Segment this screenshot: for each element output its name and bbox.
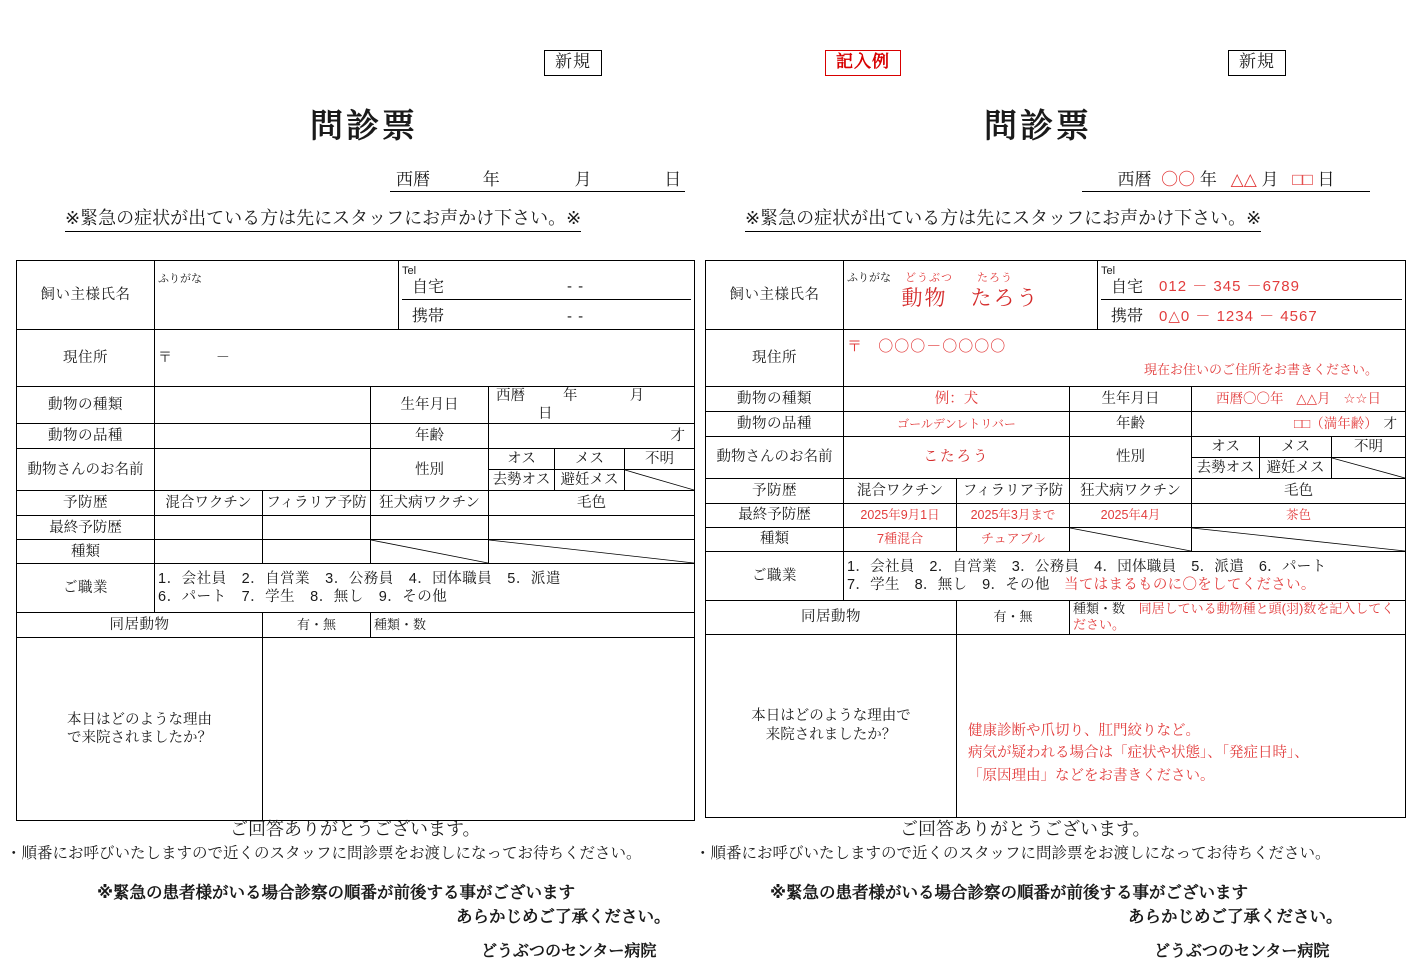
prevention-col-2-right: 狂犬病ワクチン [1070,479,1192,504]
occupation-line2-right [847,576,1402,594]
age-number-right: □□（満年齢） [1293,415,1378,431]
prevention-col-1-left: フィラリア予防 [263,491,371,516]
birth-value-right[interactable] [1192,387,1406,412]
table-row-reason [17,638,695,821]
age-value-left[interactable] [489,424,695,449]
postal-mark-right: 〒 [847,337,863,355]
date-line-left [390,165,685,192]
form-table-left [16,260,695,821]
table-row-owner [706,261,1406,306]
example-form-panel [695,0,1421,969]
furigana-label-right: ふりがな [847,272,891,285]
species-value-right[interactable]: 例：犬 [844,387,1070,412]
occupation-line2-left [158,588,691,606]
prevention-type-2-strike-left [371,540,489,564]
table-row-petname [706,437,1406,458]
pet-name-value-right[interactable]: こたろう [844,437,1070,479]
date-year-value-right: 〇〇 [1161,170,1196,189]
table-row-prevention-head [706,479,1406,504]
prevention-last-2-left[interactable] [371,516,489,540]
cohabit-label-left: 同居動物 [17,613,263,638]
prevention-last-0-left[interactable] [155,516,263,540]
address-hint-right: 現在お住いのご住所をお書きください。 [1144,362,1379,378]
sex-unknown-left[interactable]: 不明 [625,449,695,470]
reason-value-right[interactable] [957,634,1406,817]
tel-cell-right[interactable] [1098,261,1406,306]
date-era-right: 西暦 [1117,170,1152,189]
table-row-address [17,330,695,387]
date-day-left: 日 [664,170,682,189]
prevention-col-0-right: 混合ワクチン [844,479,957,504]
table-row-prevention-type [706,528,1406,552]
species-value-left[interactable] [155,387,371,424]
pet-name-label-right: 動物さんのお名前 [706,437,844,479]
address-label-left: 現住所 [17,330,155,387]
footer-emergency2-right: あらかじめご了承ください。 [1128,908,1343,926]
birth-era-right: 西暦〇〇年 [1216,390,1284,406]
occupation-line2-text-left: 6．パート 7．学生 8．無し 9．その他 [158,589,448,606]
prevention-type-1-left[interactable] [263,540,371,564]
age-label-left: 年齢 [371,424,489,449]
owner-name-cell[interactable] [844,261,1098,330]
table-row-cohabit [17,613,695,638]
address-cell-left[interactable] [155,330,695,387]
breed-value-right[interactable]: ゴールデンレトリバー [844,412,1070,437]
occupation-line1-right: 1．会社員 2．自営業 3．公務員 4．団体職員 5．派遣 6．パート [847,558,1327,575]
owner-name-label: 飼い主様氏名 [17,261,155,330]
age-label-right: 年齢 [1070,412,1192,437]
cohabit-yesno-left[interactable]: 有・無 [263,613,371,638]
occupation-label-left: ご職業 [17,564,155,613]
table-row-breed [17,424,695,449]
species-label-left: 動物の種類 [17,387,155,424]
address-cell-right[interactable] [844,330,1406,387]
emergency-notice-left: ※緊急の症状が出ている方は先にスタッフにお声かけ下さい。※ [65,204,581,232]
date-month-right: 月 [1261,170,1279,189]
cohabit-kindcount-left: 種類・数 [374,617,427,633]
prevention-type-3-strike-right [1192,528,1406,552]
sex-unknown-strike-right [1332,458,1406,479]
prevention-type-label-right: 種類 [706,528,844,552]
postal-mark-left: 〒 [158,349,172,366]
reason-text-line3-right: 「原因理由」などをお書きください。 [968,767,1215,784]
birth-year-left: 年 [563,388,578,404]
owner-name-cell[interactable] [155,261,399,330]
table-row-species [706,387,1406,412]
footer-clinic-right: どうぶつのセンター病院 [1154,943,1330,960]
mobile-cell-left[interactable] [399,305,695,330]
occupation-label-right: ご職業 [706,552,844,601]
tel-mobile-label-left: 携帯 [411,308,444,325]
sex-spayed-left[interactable]: 避妊メス [555,470,625,491]
birth-label-right: 生年月日 [1070,387,1192,412]
date-era-left: 西暦 [396,170,430,189]
footer-thanks-right: ご回答ありがとうございます。 [900,819,1151,839]
footer-thanks-left: ご回答ありがとうございます。 [230,819,481,839]
furigana-value-right: どうぶつ たろう [905,272,1013,285]
reason-label-line2-right: 来院されましたか？ [765,726,897,743]
sex-female-left[interactable]: メス [555,449,625,470]
tel-home-label-right: 自宅 [1111,278,1144,296]
blank-form-panel [0,0,710,969]
furigana-label-left: ふりがな [158,272,202,285]
date-month-left: 月 [574,170,592,189]
occupation-options-left[interactable] [155,564,695,613]
prevention-label-right: 予防歴 [706,479,844,504]
age-value-right[interactable] [1192,412,1406,437]
postal-value-left: － [215,349,230,366]
reason-text-line2-right: 病気が疑われる場合は「症状や状態」、「発症日時」、 [968,745,1309,762]
prevention-type-0-left[interactable] [155,540,263,564]
age-unit-left: 才 [670,428,686,445]
prevention-type-3-strike-left [489,540,695,564]
prevention-type-2-strike-right [1070,528,1192,552]
prevention-col-3-left: 毛色 [489,491,695,516]
owner-name-value-right: 動物 たろう [901,286,1040,310]
sex-unknown-right[interactable]: 不明 [1332,437,1406,458]
age-unit-right: 才 [1383,415,1398,431]
mobile-cell-right[interactable] [1098,305,1406,330]
table-row-prevention-last [706,504,1406,528]
footer-queue-right: ・順番にお呼びいたしますので近くのスタッフに問診票をお渡しになってお待ちください。 [695,845,1331,862]
badge-new-right: 新規 [1228,50,1286,76]
form-table-right [705,260,1406,818]
table-row-species [17,387,695,424]
tel-mobile-label-right: 携帯 [1111,308,1144,325]
prevention-type-1-right[interactable]: チュアブル [957,528,1070,552]
tel-mobile-value-right: 0△0 － 1234 － 4567 [1159,307,1318,325]
prevention-last-0-right[interactable]: 2025年9月1日 [844,504,957,528]
birth-era-left: 西暦 [496,388,525,404]
prevention-last-3-right[interactable]: 茶色 [1192,504,1406,528]
table-row-reason [706,634,1406,817]
date-day-value-right: □□ [1292,170,1313,189]
prevention-col-3-right: 毛色 [1192,479,1406,504]
sex-label-left: 性別 [371,449,489,491]
emergency-notice-right: ※緊急の症状が出ている方は先にスタッフにお声かけ下さい。※ [745,204,1261,232]
pet-name-value-left[interactable] [155,449,371,491]
reason-label-right [706,634,957,817]
tel-cell-left[interactable] [399,261,695,306]
occupation-options-right[interactable] [844,552,1406,601]
table-row-prevention-head [17,491,695,516]
tel-label-right: Tel [1101,265,1116,278]
footer-emergency1-right: ※緊急の患者様がいる場合診察の順番が前後する事がございます [770,884,1249,902]
sex-neutered-right[interactable]: 去勢オス [1192,458,1260,479]
prevention-last-label-right: 最終予防歴 [706,504,844,528]
table-row-cohabit [706,601,1406,635]
reason-label-line2-left: で来院されましたか？ [67,730,212,747]
birth-month-left: 月 [629,388,645,404]
breed-label-left: 動物の品種 [17,424,155,449]
date-month-value-right: △△ [1230,170,1257,189]
address-label-right: 現住所 [706,330,844,387]
sex-neutered-left[interactable]: 去勢オス [489,470,555,491]
table-row-prevention-last [17,516,695,540]
prevention-label-left: 予防歴 [17,491,155,516]
tel-home-label-left: 自宅 [411,278,444,296]
postal-value-right: 〇〇〇－〇〇〇〇 [878,337,1007,355]
reason-text-left [266,699,691,759]
prevention-last-3-left[interactable] [489,516,695,540]
reason-label-line1-right: 本日はどのような理由で [751,708,911,725]
table-row-occupation [706,552,1406,601]
breed-label-right: 動物の品種 [706,412,844,437]
footer-queue-left: ・順番にお呼びいたしますので近くのスタッフに問診票をお渡しになってお待ちください。 [6,845,642,862]
birth-day-left: 日 [538,406,553,423]
prevention-type-label-left: 種類 [17,540,155,564]
date-day-right: 日 [1317,170,1335,189]
prevention-last-2-right[interactable]: 2025年4月 [1070,504,1192,528]
cohabit-kind-left[interactable] [371,613,695,638]
prevention-last-label-left: 最終予防歴 [17,516,155,540]
reason-label-left [17,638,263,821]
reason-value-left[interactable] [263,638,695,821]
date-line-right [1082,165,1370,192]
birth-month-right: △△月 [1296,390,1331,406]
owner-name-value-left [158,285,395,317]
reason-label-line1-left: 本日はどのような理由 [67,712,212,729]
cohabit-hint-right: 同居している動物種と頭(羽)数を記入してください。 [1073,601,1395,633]
prevention-col-0-left: 混合ワクチン [155,491,263,516]
table-row-prevention-type [17,540,695,564]
table-row-breed [706,412,1406,437]
footer-emergency1-left: ※緊急の患者様がいる場合診察の順番が前後する事がございます [97,884,576,902]
footer-emergency2-left: あらかじめご了承ください。 [456,908,671,926]
tel-mobile-value-left: - - [566,307,585,325]
birth-day-right: ☆☆日 [1343,390,1382,406]
sex-female-right[interactable]: メス [1260,437,1332,458]
footer-clinic-left: どうぶつのセンター病院 [481,943,657,960]
sex-spayed-right[interactable]: 避妊メス [1260,458,1332,479]
birth-label-left: 生年月日 [371,387,489,424]
cohabit-label-right: 同居動物 [706,601,957,635]
sex-male-left[interactable]: オス [489,449,555,470]
occupation-line1-left: 1．会社員 2．自営業 3．公務員 4．団体職員 5．派遣 [158,571,561,588]
prevention-col-1-right: フィラリア予防 [957,479,1070,504]
birth-value-left[interactable] [489,387,695,424]
pet-name-label-left: 動物さんのお名前 [17,449,155,491]
table-row-petname [17,449,695,470]
sex-male-right[interactable]: オス [1192,437,1260,458]
page-title-left: 問診票 [310,107,418,144]
cohabit-kindcount-right: 種類・数 [1073,601,1126,616]
table-row-owner [17,261,695,306]
sex-unknown-strike-left [625,470,695,491]
cohabit-kind-right[interactable] [1070,601,1406,635]
date-year-left: 年 [482,170,500,189]
occupation-hint-right: 当てはまるものに〇をしてください。 [1064,577,1316,593]
owner-name-label: 飼い主様氏名 [706,261,844,330]
page-title-right: 問診票 [984,107,1092,144]
prevention-type-0-right[interactable]: 7種混合 [844,528,957,552]
tel-home-value-left: - - [566,278,585,296]
reason-text-line1-right: 健康診断や爪切り、肛門絞りなど。 [968,722,1200,739]
table-row-address [706,330,1406,387]
breed-value-left[interactable] [155,424,371,449]
date-year-right: 年 [1199,170,1217,189]
sex-label-right: 性別 [1070,437,1192,479]
badge-new-left: 新規 [544,50,602,76]
tel-label-left: Tel [402,265,417,278]
badge-example-right: 記入例 [825,50,901,76]
tel-home-value-right: 012 － 345 －6789 [1159,278,1300,296]
occupation-line2-text-right: 7．学生 8．無し 9．その他 [847,577,1050,593]
prevention-last-1-right[interactable]: 2025年3月まで [957,504,1070,528]
prevention-last-1-left[interactable] [263,516,371,540]
prevention-col-2-left: 狂犬病ワクチン [371,491,489,516]
table-row-occupation [17,564,695,613]
cohabit-yesno-right[interactable]: 有・無 [957,601,1070,635]
species-label-right: 動物の種類 [706,387,844,412]
